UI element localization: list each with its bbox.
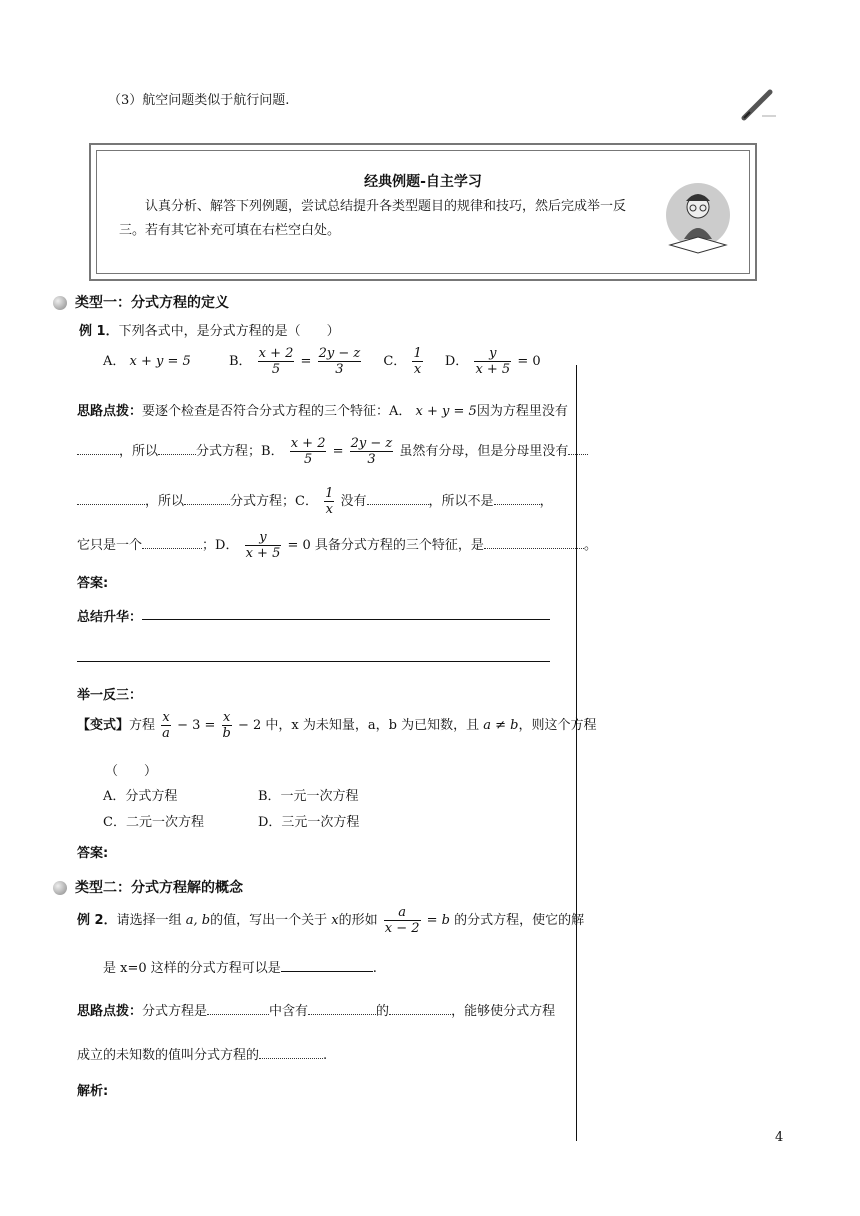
variant-option-a: A．分式方程 — [103, 789, 178, 804]
hint-2-line-2: 成立的未知数的值叫分式方程的 . — [77, 1048, 328, 1063]
pen-icon — [740, 86, 776, 122]
section-heading-2: 类型二：分式方程解的概念 — [53, 877, 243, 897]
hint-1-line-2: ，所以 分式方程；B． $\frac{x + 2}{5}$ = $\frac{2y - z}{3}$ 虽然有分母，但是分母里没有 — [77, 436, 588, 467]
example-2-line-1: 例 2．请选择一组 a, b的值，写出一个关于 x的形如 $\frac{a}{x - 2}$ = b 的分式方程，使它的解 — [77, 905, 585, 936]
section-heading-1: 类型一：分式方程的定义 — [53, 292, 229, 312]
column-divider — [576, 365, 577, 1141]
summary-label: 总结升华： — [77, 610, 143, 625]
variant-option-c: C．二元一次方程 — [103, 815, 204, 830]
bullet-icon — [53, 296, 67, 310]
variant-line: 【变式】方程 $\frac{x}{a}$ − 3 = $\frac{x}{b}$ − 2 中，x 为未知量，a，b 为已知数，且 a ≠ b，则这个方程 — [77, 710, 597, 741]
variant-paren: （ ） — [105, 764, 158, 779]
variant-option-b: B．一元一次方程 — [258, 789, 359, 804]
bullet-icon — [53, 881, 67, 895]
box-text-2: 三。若有其它补充可填在右栏空白处。 — [119, 223, 341, 238]
answer-label-1: 答案: — [77, 576, 109, 591]
hint-1-line-4: 它只是一个 ；D． $\frac{y}{x + 5}$ = 0 具备分式方程的三个特征，是 。 — [77, 530, 597, 561]
example-2-line-2: 是 x=0 这样的分式方程可以是 . — [103, 961, 377, 976]
hint-2-line-1: 思路点拨：分式方程是 中含有 的 ，能够使分式方程 — [77, 1004, 556, 1019]
hint-1-line-3: ，所以 分式方程；C． $\frac{1}{x}$ 没有 ，所以不是 ， — [77, 486, 553, 517]
analysis-label: 解析: — [77, 1084, 109, 1099]
study-guide-box — [89, 143, 757, 281]
student-reading-icon — [662, 181, 734, 255]
practice-label: 举一反三： — [77, 688, 143, 703]
variant-option-d: D．三元一次方程 — [258, 815, 360, 830]
example-1-options: A． x + y = 5 B． $\frac{x + 2}{5}$ = $\frac{2y - z}{3}$ C． $\frac{1}{x}$ D． $\frac{y}{x + 5}$ = 0 — [103, 346, 541, 377]
summary-line-1 — [142, 619, 550, 620]
box-title: 经典例题-自主学习 — [364, 174, 482, 190]
intro-line: （3）航空问题类似于航行问题. — [108, 93, 290, 108]
answer-label-2: 答案: — [77, 846, 109, 861]
hint-1-line-1: 思路点拨：要逐个检查是否符合分式方程的三个特征：A． x + y = 5因为方程里没有 — [77, 404, 568, 419]
page-number: 4 — [775, 1130, 784, 1145]
box-text-1: 认真分析、解答下列例题，尝试总结提升各类型题目的规律和技巧，然后完成举一反 — [145, 199, 627, 214]
summary-line-2 — [77, 661, 550, 662]
example-1: 例 1．下列各式中，是分式方程的是（ ） — [79, 324, 340, 339]
